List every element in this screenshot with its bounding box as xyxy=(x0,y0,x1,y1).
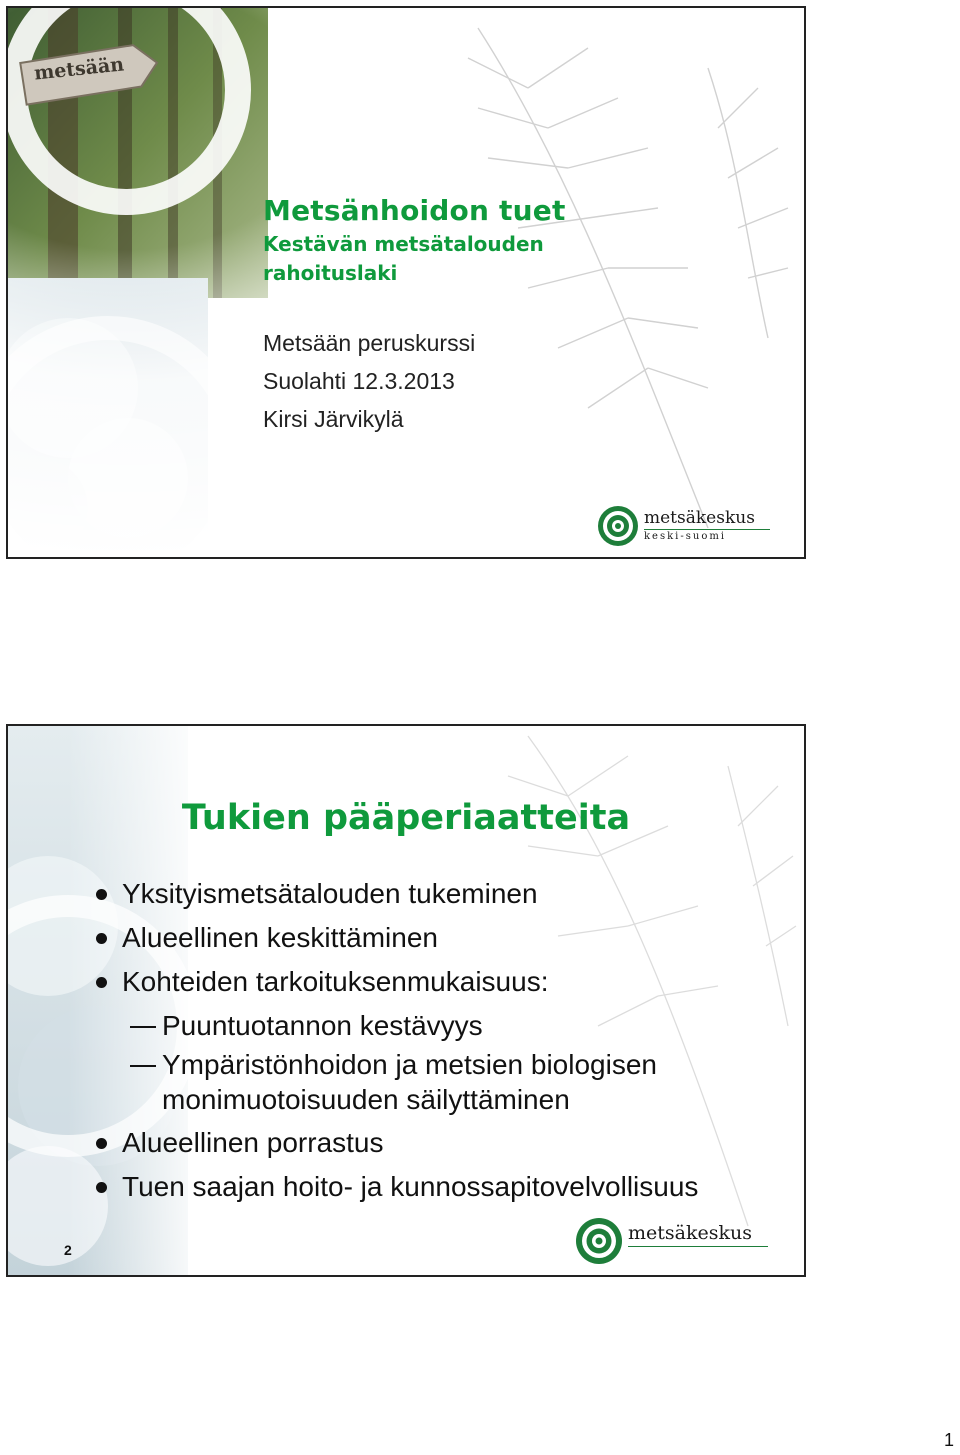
sub-list-item-text-continued: monimuotoisuuden säilyttäminen xyxy=(162,1084,570,1115)
list-item-text: Kohteiden tarkoituksenmukaisuus: xyxy=(122,966,549,997)
list-item-text: Alueellinen keskittäminen xyxy=(122,922,438,953)
sign-text: metsään xyxy=(33,53,126,85)
slide-number: 2 xyxy=(64,1242,72,1258)
sub-list-item-text: Puuntuotannon kestävyys xyxy=(162,1010,483,1041)
slide-subtitle: Kestävän metsätalouden rahoituslaki xyxy=(263,232,544,285)
dash-icon xyxy=(130,1065,156,1067)
list-item xyxy=(92,960,698,1004)
target-logo-icon xyxy=(596,504,640,548)
content-slide xyxy=(6,724,806,1277)
list-item xyxy=(92,872,698,916)
bullet-dot-icon xyxy=(96,889,107,900)
course-name: Metsään peruskurssi xyxy=(263,330,476,356)
dash-icon xyxy=(130,1026,156,1028)
metsakeskus-logo xyxy=(596,504,776,548)
bullet-dot-icon xyxy=(96,977,107,988)
list-item-text: Yksityismetsätalouden tukeminen xyxy=(122,878,538,909)
sub-list-item xyxy=(92,1047,698,1117)
list-item-text: Alueellinen porrastus xyxy=(122,1127,384,1158)
place-date: Suolahti 12.3.2013 xyxy=(263,368,455,394)
bullet-dot-icon xyxy=(96,1182,107,1193)
logo-underline xyxy=(644,529,770,530)
list-item xyxy=(92,1121,698,1165)
bullet-dot-icon xyxy=(96,1138,107,1149)
list-item xyxy=(92,916,698,960)
logo-name: metsäkeskus xyxy=(628,1222,752,1244)
slide-title: Metsänhoidon tuet xyxy=(263,194,566,227)
sub-list-item xyxy=(92,1008,698,1043)
logo-underline xyxy=(628,1246,768,1247)
slide-title: Tukien pääperiaatteita xyxy=(181,798,631,838)
list-item xyxy=(92,1165,698,1209)
target-logo-icon xyxy=(574,1216,624,1266)
bullet-dot-icon xyxy=(96,933,107,944)
page-number: 1 xyxy=(943,1430,954,1450)
title-slide xyxy=(6,6,806,559)
list-item-text: Tuen saajan hoito- ja kunnossapitovelvollisuus xyxy=(122,1171,699,1202)
bullet-list xyxy=(92,872,698,1209)
presenter-name: Kirsi Järvikylä xyxy=(263,406,404,432)
logo-region: keski-suomi xyxy=(644,531,727,542)
sub-list-item-text: Ympäristönhoidon ja metsien biologisen xyxy=(162,1049,657,1080)
presentation-info xyxy=(263,324,475,438)
logo-name: metsäkeskus xyxy=(644,508,755,528)
metsakeskus-logo xyxy=(574,1216,774,1266)
